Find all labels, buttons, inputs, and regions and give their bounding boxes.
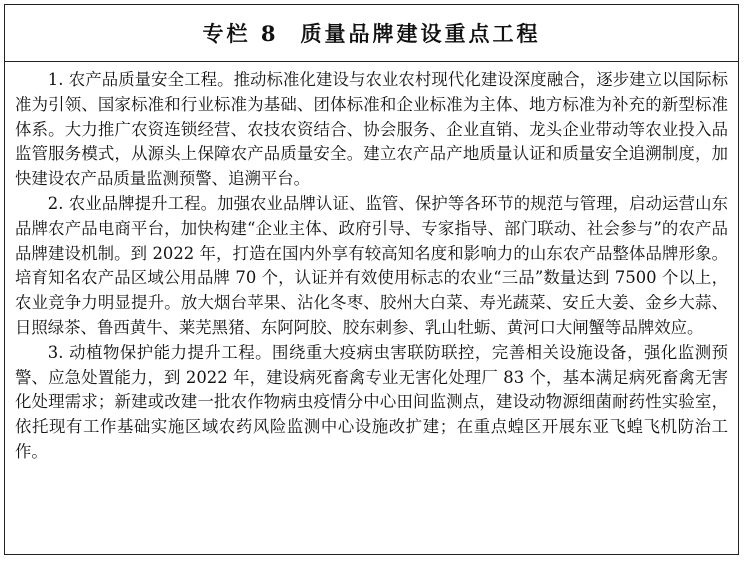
section-paragraph-1: 1. 农产品质量安全工程。推动标准化建设与农业农村现代化建设深度融合，逐步建立以国际标准为引领、国家标准和行业标准为基础、团体标准和企业标准为主体、地方标准为补充的新型标准体系。大力推广农资连锁经营、农技农资结合、协会服务、企业直销、龙头企业带动等农业投入品监管服务模式，从源头上保障农产品质量安全。建立农产品产地质量认证和质量安全追溯制度，加快建设农产品质量监测预警、追溯平台。 xyxy=(15,70,728,189)
feature-box xyxy=(4,4,739,555)
section-paragraph-2: 2. 农业品牌提升工程。加强农业品牌认证、监管、保护等各环节的规范与管理，启动运营山东品牌农产品电商平台，加快构建“企业主体、政府引导、专家指导、部门联动、社会参与”的农产品品牌建设机制。到 2022 年，打造在国内外享有较高知名度和影响力的山东农产品整体品牌形象。培育知名农产品区域公用品牌 70 个，认证并有效使用标志的农业“三品”数量达到 7500 个以上，农业竞争力明显提升。放大烟台苹果、沾化冬枣、胶州大白菜、寿光蔬菜、安丘大姜、金乡大蒜、日照绿茶、鲁西黄牛、莱芜黑猪、东阿阿胶、胶东刺参、乳山牡蛎、黄河口大闸蟹等品牌效应。 xyxy=(15,193,728,337)
box-title: 质量品牌建设重点工程 xyxy=(300,21,541,46)
box-header xyxy=(5,5,738,62)
box-label: 专栏 8 xyxy=(202,21,279,46)
box-body xyxy=(5,62,738,465)
section-paragraph-3: 3. 动植物保护能力提升工程。围绕重大疫病虫害联防联控，完善相关设施设备，强化监测预警、应急处置能力，到 2022 年，建设病死畜禽专业无害化处理厂 83 个，基本满足病死畜禽无害化处理需求；新建或改建一批农作物病虫疫情分中心田间监测点，建设动物源细菌耐药性实验室，依托现有工作基础实施区域农药风险监测中心设施改扩建；在重点蝗区开展东亚飞蝗飞机防治工作。 xyxy=(15,342,728,461)
